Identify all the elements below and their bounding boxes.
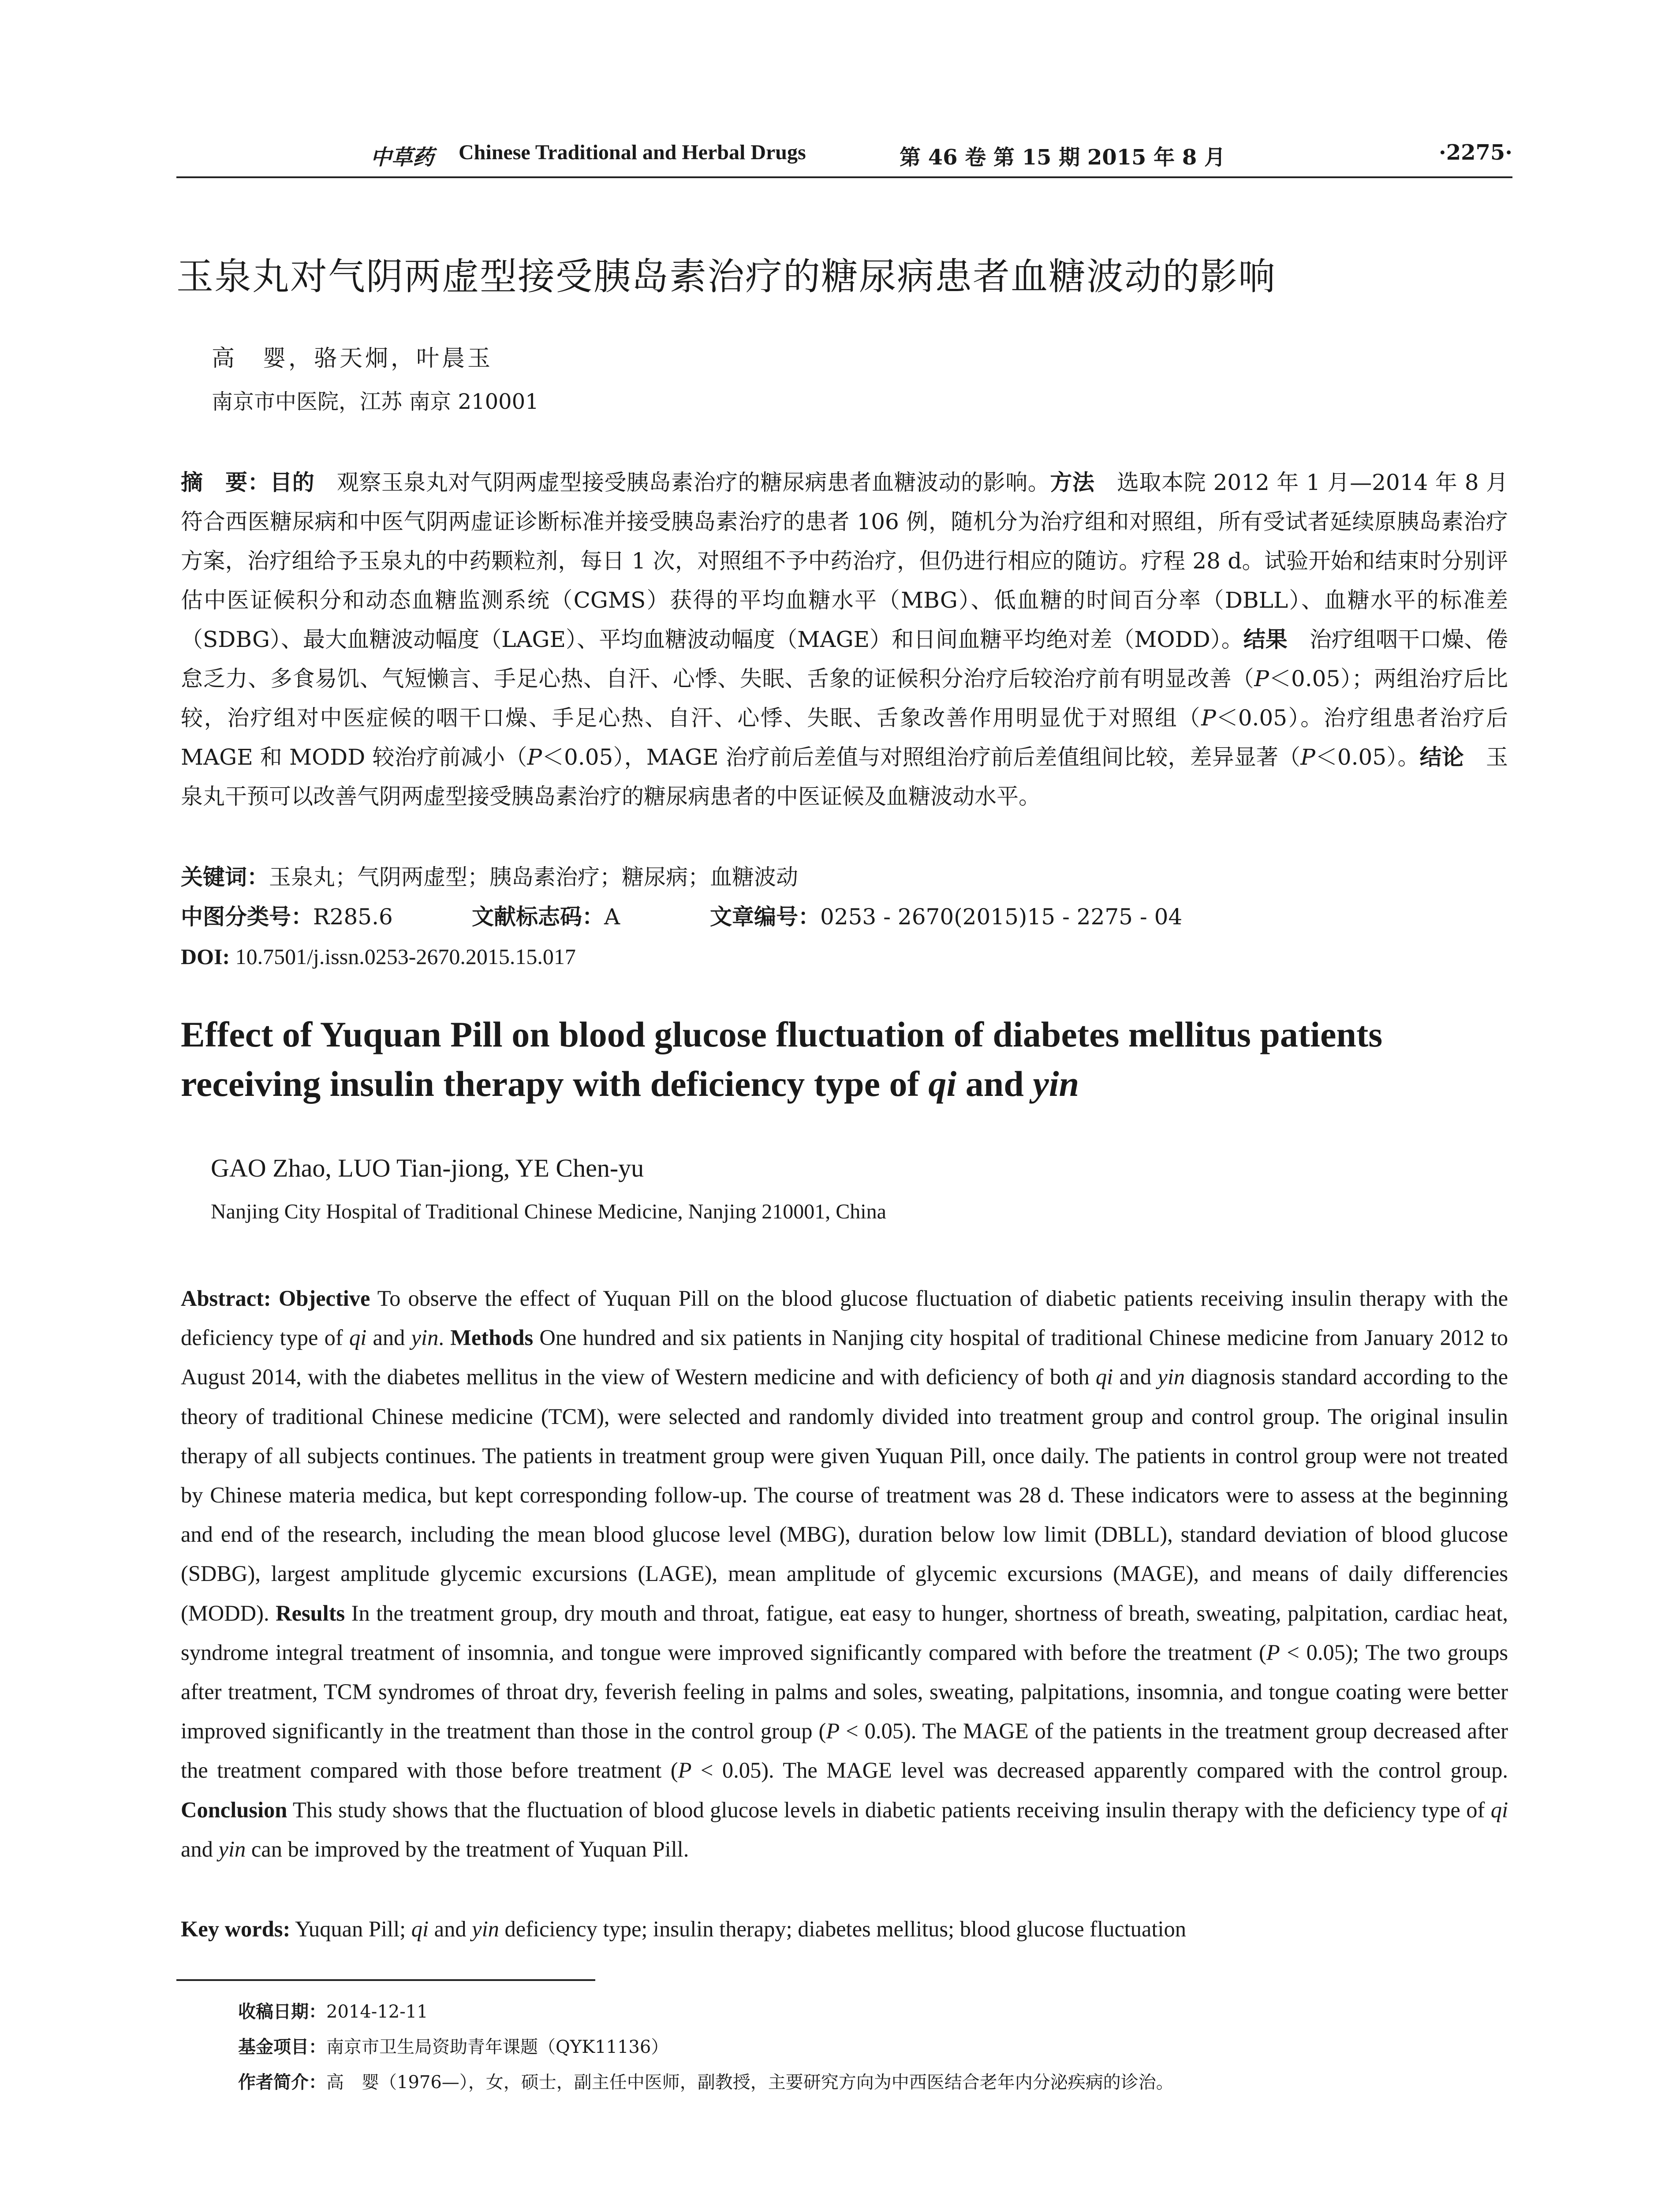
affiliation-en: Nanjing City Hospital of Traditional Chinese Medicine, Nanjing 210001, China — [211, 1200, 886, 1223]
yin-term: yin — [411, 1325, 439, 1350]
abstract-en — [181, 1279, 1508, 1869]
results-cn-text: ＜0.05）。 — [1315, 744, 1420, 770]
p-value-symbol: P — [1254, 666, 1269, 691]
objective-en-text: To observe the effect of Yuquan Pill on the blood glucose fluctuation of diabetic patients receiving insulin therapy with the deficiency type of — [181, 1286, 1508, 1350]
conclusion-cn-text: 玉泉丸干预可以改善气阴两虚型接受胰岛素治疗的糖尿病患者的中医证候及血糖波动水平。 — [181, 744, 1508, 809]
bio-label: 作者简介： — [238, 2072, 326, 2093]
fund-text: 南京市卫生局资助青年课题（QYK11136） — [326, 2037, 669, 2057]
title-en-and: and — [956, 1064, 1033, 1104]
objective-cn-label: 目的 — [270, 470, 315, 495]
received-label: 收稿日期： — [238, 2002, 326, 2022]
period-text: . — [438, 1325, 451, 1350]
keywords-en-label: Key words: — [181, 1917, 291, 1941]
results-cn-text: ＜0.05）。治疗组患者治疗后 MAGE 和 MODD 较治疗前减小（ — [181, 705, 1508, 770]
keywords-cn-label: 关键词： — [181, 864, 269, 890]
abstract-en-label: Abstract: — [181, 1286, 271, 1311]
and-text: and — [181, 1836, 219, 1861]
qi-term: qi — [1095, 1364, 1113, 1390]
methods-en-text: One hundred and six patients in Nanjing city hospital of traditional Chinese medicine from January 2012 to August 2014, with the diabetes mellitus in the view of Western medicine and with deficiency of both — [181, 1325, 1508, 1390]
methods-cn-label: 方法 — [1050, 470, 1095, 495]
doi-label: DOI: — [181, 944, 230, 969]
results-en-text: In the treatment group, dry mouth and throat, fatigue, eat easy to hunger, shortness of breath, sweating, palpitation, cardiac heat, syndrome integral treatment of insomnia, and tongue were improved significantly compared with before the treatment ( — [181, 1600, 1508, 1665]
clc-label: 中图分类号： — [181, 904, 313, 930]
article-title-cn: 玉泉丸对气阴两虚型接受胰岛素治疗的糖尿病患者血糖波动的影响 — [176, 255, 1277, 298]
title-en-text: Effect of Yuquan Pill on blood glucose fluctuation of diabetes mellitus patients receiving insulin therapy with deficiency type of — [181, 1014, 1383, 1104]
issue-info: 第 46 卷 第 15 期 2015 年 8 月 — [900, 145, 1225, 170]
doc-code-value: A — [604, 904, 620, 930]
p-value-symbol: P — [1300, 744, 1315, 770]
doi-value[interactable]: 10.7501/j.issn.0253-2670.2015.15.017 — [230, 944, 576, 969]
article-number-value: 0253 - 2670(2015)15 - 2275 - 04 — [820, 904, 1183, 930]
qi-term: qi — [1490, 1797, 1508, 1822]
clc-value: R285.6 — [313, 904, 393, 930]
abstract-cn-label: 摘 要： — [181, 470, 270, 495]
yin-term: yin — [472, 1917, 499, 1941]
results-cn-text: ＜0.05）；两组治疗后比较，治疗组对中医症候的咽干口燥、手足心热、自汗、心悸、失眠、舌象改善作用明显优于对照组（ — [181, 666, 1508, 731]
header-divider — [176, 176, 1512, 178]
running-header — [176, 140, 1512, 170]
keywords-cn-text: 玉泉丸；气阴两虚型；胰岛素治疗；糖尿病；血糖波动 — [269, 864, 798, 890]
results-cn-label: 结果 — [1243, 627, 1288, 652]
footnote-fund — [238, 2033, 668, 2058]
methods-en-label: Methods — [450, 1325, 534, 1350]
conclusion-cn-label: 结论 — [1419, 744, 1464, 770]
authors-cn: 高 婴，骆天炯，叶晨玉 — [212, 345, 493, 372]
title-en-qi: qi — [928, 1064, 957, 1104]
p-value-symbol: P — [1266, 1640, 1280, 1665]
title-en-yin: yin — [1033, 1064, 1079, 1104]
yin-term: yin — [218, 1836, 246, 1861]
affiliation-cn: 南京市中医院，江苏 南京 210001 — [212, 389, 539, 414]
p-value-symbol: P — [1201, 705, 1216, 731]
fund-label: 基金项目： — [238, 2037, 326, 2057]
results-en-label: Results — [276, 1600, 345, 1626]
qi-term: qi — [411, 1917, 429, 1941]
keywords-cn — [181, 858, 1508, 897]
bio-text: 高 婴（1976—），女，硕士，副主任中医师，副教授，主要研究方向为中西医结合老年内分泌疾病的诊治。 — [326, 2072, 1174, 2093]
article-number-label: 文章编号： — [710, 904, 820, 930]
p-value-symbol: P — [527, 744, 542, 770]
results-en-text: < 0.05); The two groups after treatment, TCM syndromes of throat dry, feverish feeling in palms and soles, sweating, palpitations, insomnia, and tongue coating were better improved significantly in the treatment than those in the control group ( — [181, 1640, 1508, 1744]
classification-line — [181, 897, 1508, 937]
objective-en-label: Objective — [271, 1286, 370, 1311]
footnote-divider — [176, 1979, 595, 1981]
conclusion-en-text: This study shows that the fluctuation of blood glucose levels in diabetic patients receiving insulin therapy with the deficiency type of — [287, 1797, 1491, 1822]
results-cn-text: 治疗组咽干口燥、倦怠乏力、多食易饥、气短懒言、手足心热、自汗、心悸、失眠、舌象的证候积分治疗后较治疗前有明显改善（ — [181, 627, 1508, 691]
article-title-en — [181, 1010, 1508, 1109]
results-en-text: < 0.05). The MAGE of the patients in the treatment group decreased after the treatment compared with those before treatment ( — [181, 1719, 1508, 1783]
qi-term: qi — [349, 1325, 367, 1350]
and-text: and — [366, 1325, 411, 1350]
footnote-bio — [238, 2068, 1174, 2093]
abstract-cn — [181, 463, 1508, 816]
conclusion-en-label: Conclusion — [181, 1797, 287, 1822]
doc-code-label: 文献标志码： — [472, 904, 604, 930]
footnote-received — [238, 1998, 428, 2023]
objective-cn-text: 观察玉泉丸对气阴两虚型接受胰岛素治疗的糖尿病患者血糖波动的影响。 — [314, 470, 1050, 495]
p-value-symbol: P — [826, 1719, 840, 1744]
page-number: ·2275· — [1438, 140, 1512, 165]
p-value-symbol: P — [678, 1758, 692, 1783]
yin-term: yin — [1157, 1364, 1185, 1390]
doi-line — [181, 937, 1508, 976]
journal-name-cn: 中草药 — [370, 145, 434, 170]
methods-cn-text: 选取本院 2012 年 1 月—2014 年 8 月符合西医糖尿病和中医气阴两虚证诊断标准并接受胰岛素治疗的患者 106 例，随机分为治疗组和对照组，所有受试者延续原胰岛素治疗方案，治疗组给予玉泉丸的中药颗粒剂，每日 1 次，对照组不予中药治疗，但仍进行相应的随访。疗程 28 d。试验开始和结束时分别评估中医证候积分和动态血糖监测系统（CGMS）获得的平均血糖水平（MBG）、低血糖的时间百分率（DBLL）、血糖水平的标准差（SDBG）、最大血糖波动幅度（LAGE）、平均血糖波动幅度（MAGE）和日间血糖平均绝对差（MODD）。 — [181, 470, 1508, 652]
keywords-en — [181, 1910, 1508, 1949]
conclusion-en-text: can be improved by the treatment of Yuquan Pill. — [246, 1836, 689, 1861]
journal-name-en: Chinese Traditional and Herbal Drugs — [459, 141, 806, 164]
keywords-en-text: deficiency type; insulin therapy; diabetes mellitus; blood glucose fluctuation — [499, 1917, 1187, 1941]
keywords-en-text: Yuquan Pill; — [290, 1917, 411, 1941]
authors-en: GAO Zhao, LUO Tian-jiong, YE Chen-yu — [211, 1154, 644, 1182]
and-text: and — [429, 1917, 472, 1941]
methods-en-text: diagnosis standard according to the theory of traditional Chinese medicine (TCM), were selected and randomly divided into treatment group and control group. The original insulin therapy of all subjects continues. The patients in treatment group were given Yuquan Pill, once daily. The patients in control group were not treated by Chinese materia medica, but kept corresponding follow-up. The course of treatment was 28 d. These indicators were to assess at the beginning and end of the research, including the mean blood glucose level (MBG), duration below low limit (DBLL), standard deviation of blood glucose (SDBG), largest amplitude glycemic excursions (LAGE), mean amplitude of glycemic excursions (MAGE), and means of daily differencies (MODD). — [181, 1364, 1508, 1626]
results-cn-text: ＜0.05），MAGE 治疗前后差值与对照组治疗前后差值组间比较，差异显著（ — [542, 744, 1301, 770]
and-text: and — [1113, 1364, 1158, 1390]
received-date: 2014-12-11 — [326, 2002, 428, 2022]
results-en-text: < 0.05). The MAGE level was decreased apparently compared with the control group. — [691, 1758, 1508, 1783]
